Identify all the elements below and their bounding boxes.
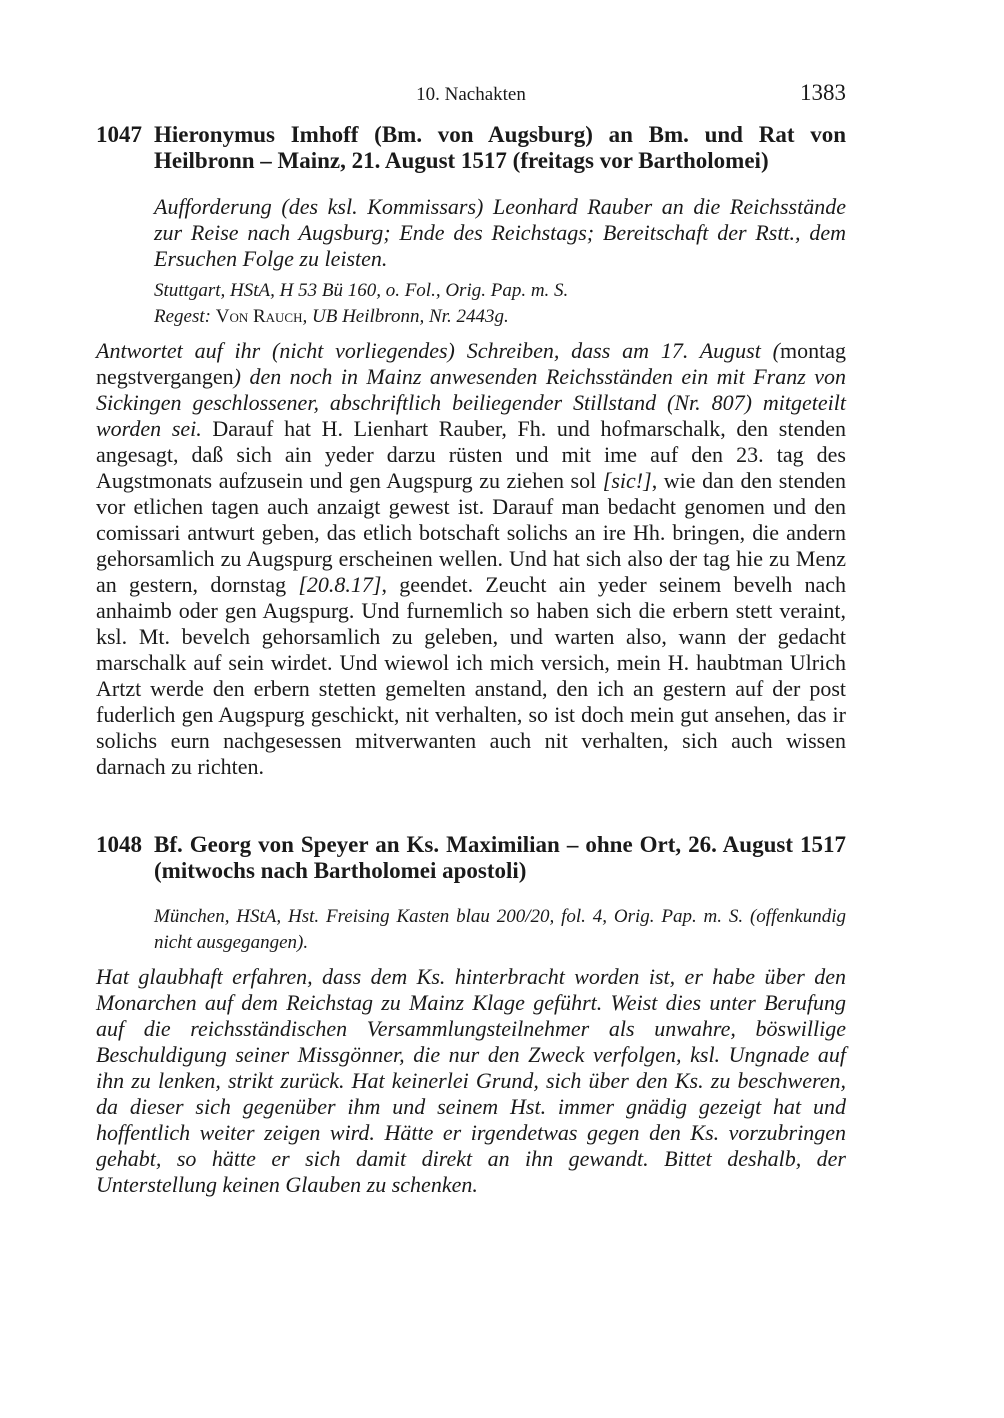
regest-label: Regest:	[154, 306, 211, 327]
entry-title: Bf. Georg von Speyer an Ks. Maximilian – ohne Ort, 26. August 1517 (mitwochs nach Bartholomei apostoli)	[154, 832, 846, 883]
entry-heading	[96, 832, 846, 884]
entry-title: Hieronymus Imhoff (Bm. von Augsburg) an Bm. und Rat von Heilbronn – Mainz, 21. August 1517 (freitags vor Bartholomei)	[154, 122, 846, 173]
entry-1047	[96, 122, 846, 780]
entry-number: 1047	[96, 122, 142, 147]
entry-heading	[96, 122, 846, 174]
entry-body-text	[96, 338, 846, 780]
entry-number: 1048	[96, 832, 142, 857]
regest-reference: , UB Heilbronn, Nr. 2443g.	[302, 306, 509, 327]
entry-source	[154, 904, 846, 956]
text-segment: Darauf hat H. Lienhart Rauber, Fh. und hofmarschalk, den stenden angesagt, daß sich ain yeder darzu rüsten und mit ime auf den 23. tag des Augstmonats aufzusein und gen Augspurg zu ziehen sol	[96, 416, 847, 493]
source-archive: München, HStA, Hst. Freising Kasten blau 200/20, fol. 4, Orig. Pap. m. S. (offenkundig nicht ausgegangen).	[154, 906, 846, 953]
running-head-title: 10. Nachakten	[416, 84, 526, 105]
regest-author: Von Rauch	[215, 306, 303, 327]
text-segment: [20.8.17]	[298, 572, 382, 597]
text-segment: , geendet. Zeucht ain yeder seinem bevelh nach anhaimb oder gen Augspurg. Und furnemlich so haben sich die erbern stett veraint, ksl. Mt. bevelch gehorsamlich zu geleben, und warten also, wann der gedacht marschalk auf sein wirdet. Und wiewol ich mich versich, mein H. haubtman Ulrich Artzt werde den erbern stetten gemelten anstand, den ich an gestern auf der post fuderlich gen Augspurg geschickt, nit verhalten, so ist doch mein gut ansehen, das ir solichs eurn nachgesessen mitverwanten auch nit verhalten, sich auch wissen darnach zu richten.	[96, 572, 846, 779]
text-segment: [sic!]	[602, 468, 652, 493]
source-archive: Stuttgart, HStA, H 53 Bü 160, o. Fol., Orig. Pap. m. S.	[154, 280, 569, 301]
text-segment: montag negstvergangen	[96, 338, 846, 389]
entry-source	[154, 278, 846, 330]
entry-body-text: Hat glaubhaft erfahren, dass dem Ks. hinterbracht worden ist, er habe über den Monarchen auf dem Reichstag zu Mainz Klage geführt. Weist dies unter Berufung auf die reichsständischen Versammlungsteilnehmer als unwahre, böswillige Beschuldigung seiner Missgönner, die nur den Zweck verfolgen, ksl. Ungnade auf ihn zu lenken, strikt zurück. Hat keinerlei Grund, sich über den Ks. zu beschweren, da dieser sich gegenüber ihm und seinem Hst. immer gnädig gezeigt hat und hoffentlich weiter zeigen wird. Hätte er irgendetwas gegen den Ks. vorzubringen gehabt, so hätte er sich damit direkt an ihn gewandt. Bittet deshalb, der Unterstellung keinen Glauben zu schenken.	[96, 964, 846, 1197]
text-segment: , wie dan den stenden vor etlichen tagen auch anzaigt gewest ist. Darauf man bedacht genomen und den comissari antwurt geben, das etlich botschaft solichs an ire Hh. bringen, die andern gehorsamlich zu Augspurg erscheinen wellen. Und hat sich also der tag hie zu Menz an gestern, dornstag	[96, 468, 846, 597]
page-number: 1383	[800, 80, 846, 105]
running-head	[96, 80, 846, 112]
source-regest	[154, 304, 846, 330]
text-segment: ) den noch in Mainz anwesenden Reichsständen ein mit Franz von Sickingen geschlossener, abschriftlich beiliegender Stillstand (Nr. 807) mitgeteilt worden sei.	[96, 364, 846, 441]
entry-summary: Aufforderung (des ksl. Kommissars) Leonhard Rauber an die Reichsstände zur Reise nach Augsburg; Ende des Reichstags; Bereitschaft der Rstt., dem Ersuchen Folge zu leisten.	[154, 194, 846, 271]
page-content	[96, 122, 846, 1198]
text-segment: Antwortet auf ihr (nicht vorliegendes) Schreiben, dass am 17. August (	[96, 338, 780, 363]
entry-1048	[96, 832, 846, 1198]
